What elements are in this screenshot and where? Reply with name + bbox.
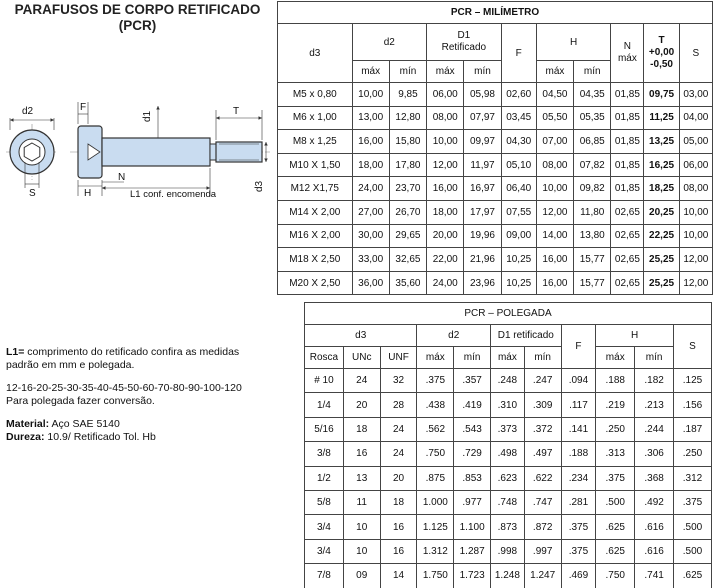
inch-cell: 3/8	[305, 442, 344, 466]
mm-cell: 16,00	[427, 177, 464, 201]
mm-cell: 12,00	[679, 271, 712, 295]
inch-cell: .375	[561, 539, 596, 563]
inch-header-s: S	[674, 325, 712, 369]
mm-header-d3: d3	[278, 24, 353, 83]
mm-cell: 10,00	[536, 177, 573, 201]
inch-cell: .498	[491, 442, 525, 466]
inch-cell: .188	[561, 442, 596, 466]
inch-cell: .312	[674, 466, 712, 490]
notes	[6, 346, 271, 454]
inch-cell: 5/8	[305, 490, 344, 514]
mm-row	[278, 153, 713, 177]
mm-header-d1: D1 Retificado	[427, 24, 502, 61]
inch-cell: .872	[524, 515, 561, 539]
inch-table-title: PCR – POLEGADA	[305, 303, 712, 325]
mm-cell: M18 X 2,50	[278, 248, 353, 272]
inch-cell: .562	[417, 417, 454, 441]
mm-cell: 9,85	[389, 83, 426, 107]
mm-cell: 05,98	[464, 83, 501, 107]
mm-row	[278, 224, 713, 248]
inch-cell: .623	[491, 466, 525, 490]
note-material: Material: Aço SAE 5140 Dureza: 10.9/ Retificado Tol. Hb	[6, 418, 156, 443]
inch-cell: 20	[380, 466, 417, 490]
mm-cell: 01,85	[611, 130, 644, 154]
mm-cell: 11,97	[464, 153, 501, 177]
inch-cell: .622	[524, 466, 561, 490]
mm-cell: 17,80	[389, 153, 426, 177]
inch-header-d2: d2	[417, 325, 491, 347]
inch-cell: .141	[561, 417, 596, 441]
inch-row	[305, 539, 712, 563]
mm-cell: 10,00	[679, 200, 712, 224]
inch-cell: 28	[380, 393, 417, 417]
inch-row	[305, 417, 712, 441]
mm-cell: 25,25	[644, 248, 679, 272]
title-line-1: PARAFUSOS DE CORPO RETIFICADO	[14, 2, 261, 17]
mm-cell: 22,25	[644, 224, 679, 248]
inch-cell: 1.750	[417, 564, 454, 588]
mm-cell: 05,50	[536, 106, 573, 130]
inch-cell: .187	[674, 417, 712, 441]
mm-cell: 16,97	[464, 177, 501, 201]
mm-cell: 02,65	[611, 224, 644, 248]
mm-cell: 09,00	[501, 224, 536, 248]
mm-cell: 36,00	[352, 271, 389, 295]
mm-cell: 07,55	[501, 200, 536, 224]
mm-cell: M5 x 0,80	[278, 83, 353, 107]
end-view	[6, 118, 58, 188]
mm-cell: 10,00	[679, 224, 712, 248]
label-f: F	[80, 102, 87, 113]
inch-cell: .875	[417, 466, 454, 490]
inch-row	[305, 490, 712, 514]
inch-cell: .729	[454, 442, 491, 466]
mm-cell: 04,30	[501, 130, 536, 154]
mm-cell: 16,00	[536, 271, 573, 295]
mm-cell: 33,00	[352, 248, 389, 272]
mm-cell: 02,65	[611, 248, 644, 272]
inch-cell: .094	[561, 369, 596, 393]
note-lengths: 12-16-20-25-30-35-40-45-50-60-70-80-90-100-120 Para polegada fazer conversão.	[6, 382, 242, 407]
mm-cell: 07,97	[464, 106, 501, 130]
inch-header-d2-min: mín	[454, 347, 491, 369]
mm-cell: 07,82	[574, 153, 611, 177]
inch-cell: 3/4	[305, 515, 344, 539]
inch-cell: 1.000	[417, 490, 454, 514]
mm-row	[278, 130, 713, 154]
mm-cell: M14 X 2,00	[278, 200, 353, 224]
inch-cell: 1/4	[305, 393, 344, 417]
inch-cell: .281	[561, 490, 596, 514]
mm-cell: 06,85	[574, 130, 611, 154]
mm-row	[278, 177, 713, 201]
mm-cell: 35,60	[389, 271, 426, 295]
mm-cell: 08,00	[427, 106, 464, 130]
mm-cell: M8 x 1,25	[278, 130, 353, 154]
inch-cell: .625	[596, 515, 635, 539]
mm-row	[278, 106, 713, 130]
inch-cell: 1.248	[491, 564, 525, 588]
inch-cell: 24	[380, 417, 417, 441]
label-s: S	[29, 188, 36, 199]
note-l1: L1= comprimento do retificado confira as medidas padrão em mm e polegada.	[6, 346, 240, 371]
inch-cell: 7/8	[305, 564, 344, 588]
inch-cell: 10	[343, 539, 380, 563]
inch-cell: 1/2	[305, 466, 344, 490]
inch-cell: .500	[674, 515, 712, 539]
mm-table	[277, 1, 713, 295]
mm-row	[278, 248, 713, 272]
inch-header-rosca: Rosca	[305, 347, 344, 369]
inch-cell: .156	[674, 393, 712, 417]
mm-table-body	[278, 83, 713, 295]
mm-cell: 02,65	[611, 271, 644, 295]
inch-cell: .469	[561, 564, 596, 588]
mm-cell: 30,00	[352, 224, 389, 248]
inch-row	[305, 369, 712, 393]
mm-cell: 18,00	[427, 200, 464, 224]
mm-cell: 29,65	[389, 224, 426, 248]
inch-row	[305, 393, 712, 417]
inch-cell: 1.312	[417, 539, 454, 563]
inch-header-d1-max: máx	[491, 347, 525, 369]
inch-cell: .372	[524, 417, 561, 441]
mm-cell: 13,25	[644, 130, 679, 154]
inch-cell: .750	[417, 442, 454, 466]
label-t: T	[233, 106, 240, 117]
mm-header-f: F	[501, 24, 536, 83]
inch-cell: .747	[524, 490, 561, 514]
mm-header-d2: d2	[352, 24, 427, 61]
mm-cell: 11,80	[574, 200, 611, 224]
mm-cell: 15,77	[574, 248, 611, 272]
inch-cell: .741	[635, 564, 674, 588]
mm-header-d1-max: máx	[427, 61, 464, 83]
inch-cell: .188	[596, 369, 635, 393]
inch-cell: .375	[596, 466, 635, 490]
mm-cell: 09,82	[574, 177, 611, 201]
mm-cell: 04,00	[679, 106, 712, 130]
mm-header-t: T +0,00 -0,50	[644, 24, 679, 83]
inch-header-h-max: máx	[596, 347, 635, 369]
mm-cell: 25,25	[644, 271, 679, 295]
mm-cell: 27,00	[352, 200, 389, 224]
inch-cell: .117	[561, 393, 596, 417]
inch-cell: .310	[491, 393, 525, 417]
inch-header-h-min: mín	[635, 347, 674, 369]
inch-cell: 3/4	[305, 539, 344, 563]
mm-cell: 24,00	[352, 177, 389, 201]
mm-cell: 09,75	[644, 83, 679, 107]
label-d3: d3	[254, 180, 265, 192]
mm-cell: 12,00	[427, 153, 464, 177]
inch-cell: 1.100	[454, 515, 491, 539]
inch-cell: .309	[524, 393, 561, 417]
inch-cell: 5/16	[305, 417, 344, 441]
inch-cell: .998	[491, 539, 525, 563]
inch-cell: # 10	[305, 369, 344, 393]
mm-cell: M16 X 2,00	[278, 224, 353, 248]
inch-cell: .248	[491, 369, 525, 393]
mm-cell: 01,85	[611, 106, 644, 130]
inch-cell: .250	[674, 442, 712, 466]
mm-cell: 22,00	[427, 248, 464, 272]
mm-cell: 05,00	[679, 130, 712, 154]
inch-cell: .368	[635, 466, 674, 490]
inch-header-h: H	[596, 325, 674, 347]
inch-cell: .306	[635, 442, 674, 466]
inch-cell: .616	[635, 539, 674, 563]
mm-cell: 10,00	[427, 130, 464, 154]
inch-cell: .873	[491, 515, 525, 539]
mm-cell: 03,00	[679, 83, 712, 107]
inch-header-d3: d3	[305, 325, 417, 347]
inch-header-unf: UNF	[380, 347, 417, 369]
inch-cell: .247	[524, 369, 561, 393]
inch-cell: 18	[343, 417, 380, 441]
mm-header-n: N máx	[611, 24, 644, 83]
mm-cell: 13,80	[574, 224, 611, 248]
mm-cell: 15,77	[574, 271, 611, 295]
mm-table-title: PCR – MILÍMETRO	[278, 2, 713, 24]
mm-header-d1-min: mín	[464, 61, 501, 83]
inch-cell: .438	[417, 393, 454, 417]
mm-cell: 12,80	[389, 106, 426, 130]
inch-header-d2-max: máx	[417, 347, 454, 369]
mm-cell: 12,00	[679, 248, 712, 272]
inch-cell: .373	[491, 417, 525, 441]
mm-cell: 13,00	[352, 106, 389, 130]
inch-cell: 13	[343, 466, 380, 490]
inch-cell: .492	[635, 490, 674, 514]
inch-cell: .125	[674, 369, 712, 393]
mm-cell: 24,00	[427, 271, 464, 295]
mm-cell: 26,70	[389, 200, 426, 224]
mm-row	[278, 200, 713, 224]
mm-cell: 06,00	[427, 83, 464, 107]
mm-cell: 23,96	[464, 271, 501, 295]
mm-cell: 09,97	[464, 130, 501, 154]
inch-table-body	[305, 369, 712, 588]
mm-cell: M12 X1,75	[278, 177, 353, 201]
mm-cell: 20,25	[644, 200, 679, 224]
inch-cell: .244	[635, 417, 674, 441]
mm-cell: 05,35	[574, 106, 611, 130]
inch-cell: .219	[596, 393, 635, 417]
mm-row	[278, 271, 713, 295]
inch-cell: .234	[561, 466, 596, 490]
inch-cell: .500	[596, 490, 635, 514]
label-d2: d2	[22, 106, 34, 117]
mm-cell: 08,00	[536, 153, 573, 177]
mm-cell: 02,60	[501, 83, 536, 107]
screw-drawing	[0, 96, 275, 206]
mm-cell: 10,00	[352, 83, 389, 107]
label-n: N	[118, 172, 126, 183]
inch-cell: .213	[635, 393, 674, 417]
mm-cell: M6 x 1,00	[278, 106, 353, 130]
title-line-2: (PCR)	[118, 18, 157, 33]
mm-header-h-min: mín	[574, 61, 611, 83]
mm-cell: 04,35	[574, 83, 611, 107]
mm-cell: 01,85	[611, 177, 644, 201]
inch-cell: .375	[417, 369, 454, 393]
mm-cell: M10 X 1,50	[278, 153, 353, 177]
inch-cell: .313	[596, 442, 635, 466]
inch-cell: .375	[561, 515, 596, 539]
mm-cell: 12,00	[536, 200, 573, 224]
inch-cell: .543	[454, 417, 491, 441]
inch-table-header	[305, 303, 712, 369]
mm-cell: 10,25	[501, 248, 536, 272]
mm-cell: 10,25	[501, 271, 536, 295]
mm-cell: 23,70	[389, 177, 426, 201]
inch-cell: .250	[596, 417, 635, 441]
inch-cell: .748	[491, 490, 525, 514]
inch-cell: 11	[343, 490, 380, 514]
mm-header-d2-min: mín	[389, 61, 426, 83]
inch-cell: 14	[380, 564, 417, 588]
mm-cell: 17,97	[464, 200, 501, 224]
mm-cell: 03,45	[501, 106, 536, 130]
inch-cell: 18	[380, 490, 417, 514]
side-view	[22, 102, 270, 200]
mm-cell: 07,00	[536, 130, 573, 154]
mm-cell: 06,00	[679, 153, 712, 177]
inch-cell: 32	[380, 369, 417, 393]
inch-header-d1: D1 retificado	[491, 325, 562, 347]
mm-cell: 18,00	[352, 153, 389, 177]
inch-cell: .497	[524, 442, 561, 466]
mm-header-d2-max: máx	[352, 61, 389, 83]
mm-header-h-max: máx	[536, 61, 573, 83]
mm-cell: 32,65	[389, 248, 426, 272]
mm-row	[278, 83, 713, 107]
mm-cell: 06,40	[501, 177, 536, 201]
inch-cell: 1.287	[454, 539, 491, 563]
inch-cell: .997	[524, 539, 561, 563]
mm-cell: M20 X 2,50	[278, 271, 353, 295]
inch-cell: .357	[454, 369, 491, 393]
inch-cell: 20	[343, 393, 380, 417]
inch-cell: 16	[380, 515, 417, 539]
mm-cell: 11,25	[644, 106, 679, 130]
inch-header-unc: UNc	[343, 347, 380, 369]
inch-cell: .853	[454, 466, 491, 490]
inch-cell: 1.125	[417, 515, 454, 539]
inch-cell: .182	[635, 369, 674, 393]
mm-cell: 21,96	[464, 248, 501, 272]
mm-cell: 08,00	[679, 177, 712, 201]
label-l1: L1 conf. encomenda	[130, 189, 217, 200]
mm-cell: 16,00	[352, 130, 389, 154]
inch-cell: 09	[343, 564, 380, 588]
inch-row	[305, 564, 712, 588]
mm-cell: 02,65	[611, 200, 644, 224]
inch-cell: .750	[596, 564, 635, 588]
inch-row	[305, 442, 712, 466]
inch-cell: .616	[635, 515, 674, 539]
inch-cell: 16	[380, 539, 417, 563]
inch-table	[304, 302, 712, 588]
label-d1: d1	[142, 110, 153, 122]
inch-cell: 1.247	[524, 564, 561, 588]
mm-cell: 15,80	[389, 130, 426, 154]
inch-header-d1-min: mín	[524, 347, 561, 369]
mm-cell: 16,25	[644, 153, 679, 177]
inch-header-f: F	[561, 325, 596, 369]
mm-cell: 05,10	[501, 153, 536, 177]
inch-cell: .625	[596, 539, 635, 563]
mm-cell: 19,96	[464, 224, 501, 248]
mm-header-s: S	[679, 24, 712, 83]
mm-cell: 14,00	[536, 224, 573, 248]
inch-cell: .375	[674, 490, 712, 514]
inch-row	[305, 515, 712, 539]
mm-header-h: H	[536, 24, 611, 61]
mm-cell: 18,25	[644, 177, 679, 201]
mm-cell: 16,00	[536, 248, 573, 272]
inch-cell: 24	[343, 369, 380, 393]
mm-cell: 01,85	[611, 83, 644, 107]
label-h: H	[84, 188, 92, 199]
inch-cell: .419	[454, 393, 491, 417]
inch-cell: .500	[674, 539, 712, 563]
inch-cell: 1.723	[454, 564, 491, 588]
inch-cell: 10	[343, 515, 380, 539]
inch-cell: .625	[674, 564, 712, 588]
page-title	[0, 2, 275, 34]
inch-cell: 24	[380, 442, 417, 466]
mm-cell: 20,00	[427, 224, 464, 248]
mm-table-header	[278, 2, 713, 83]
mm-cell: 04,50	[536, 83, 573, 107]
inch-cell: 16	[343, 442, 380, 466]
inch-cell: .977	[454, 490, 491, 514]
mm-cell: 01,85	[611, 153, 644, 177]
inch-row	[305, 466, 712, 490]
